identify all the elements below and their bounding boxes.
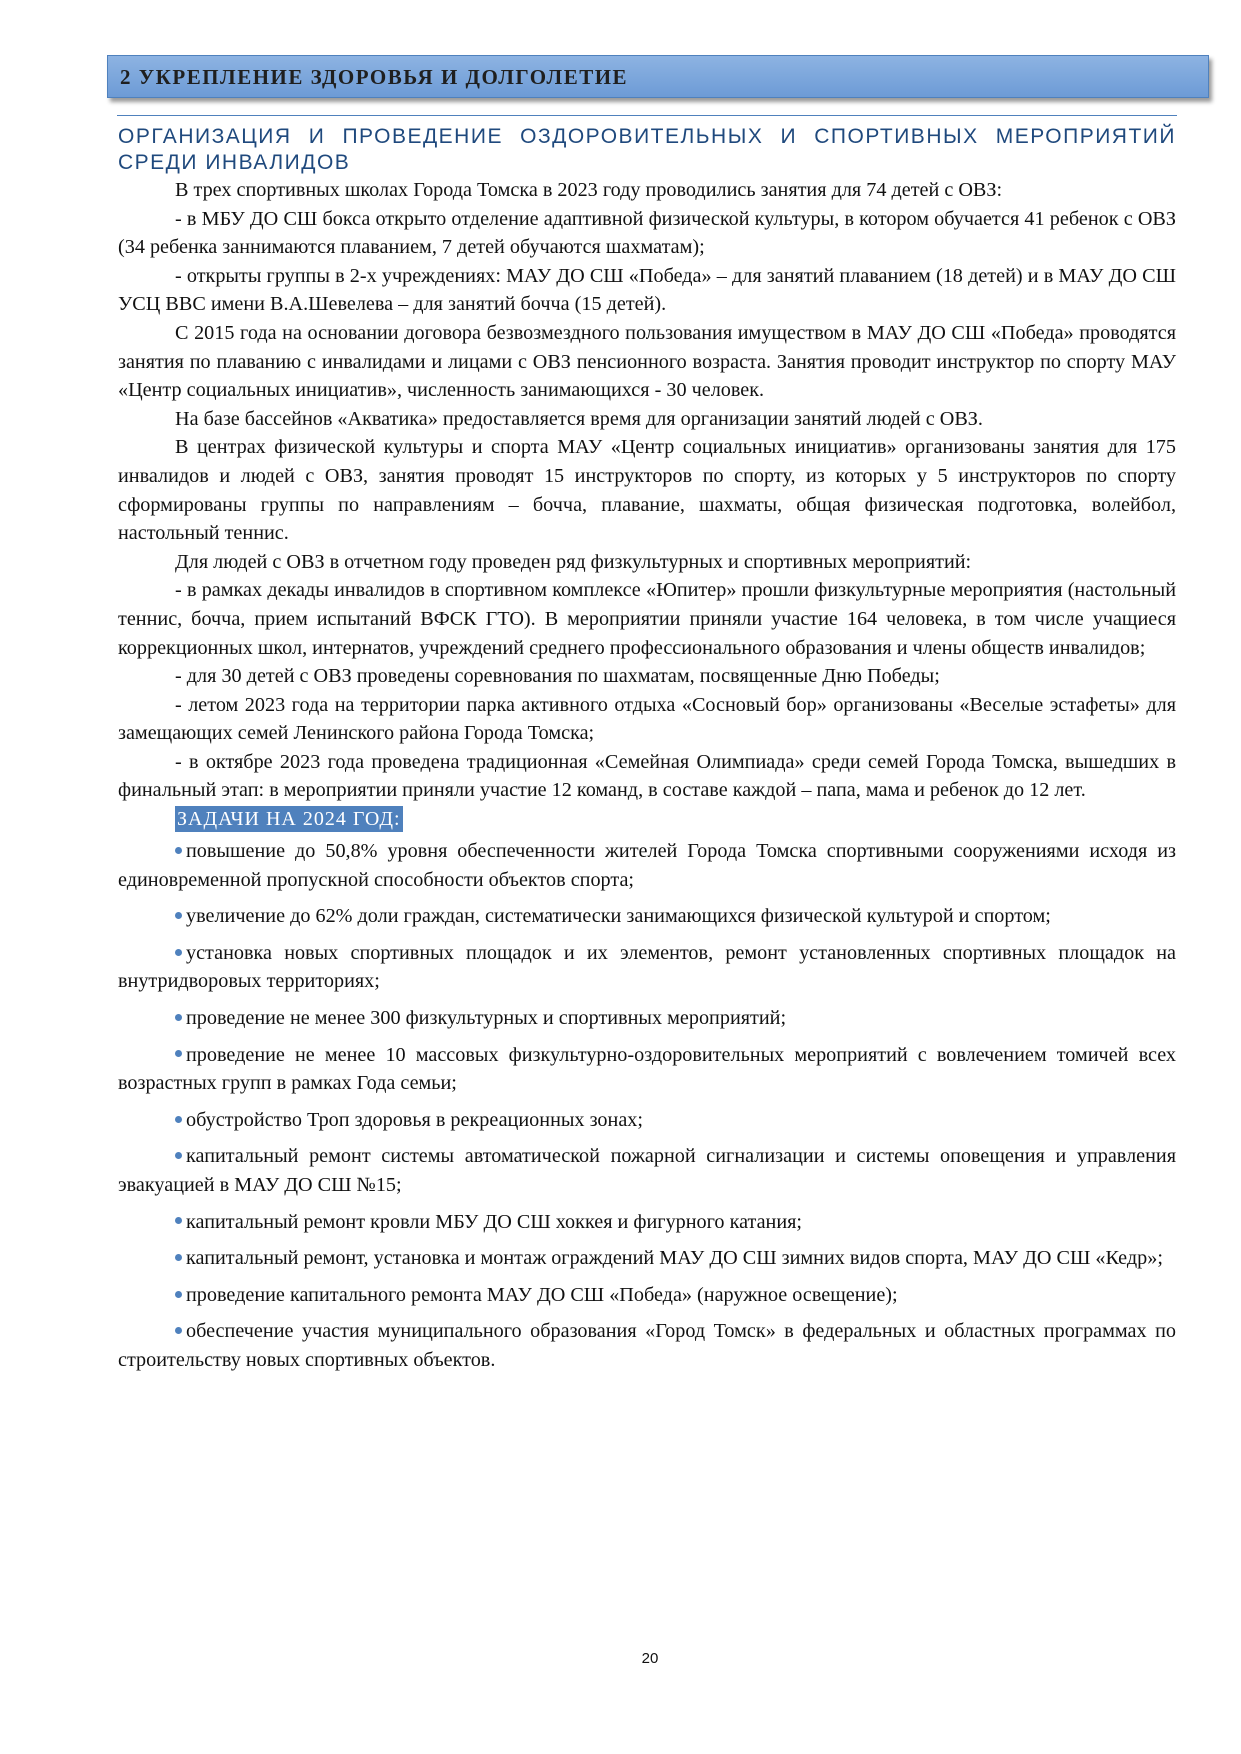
task-item	[118, 1281, 1176, 1310]
paragraph: В трех спортивных школах Города Томска в 2023 году проводились занятия для 74 детей с ОВЗ:	[175, 179, 1003, 201]
task-item	[118, 1004, 1176, 1033]
paragraph: - для 30 детей с ОВЗ проведены соревнования по шахматам, посвященные Дню Победы;	[175, 665, 940, 688]
bullet-icon	[175, 1116, 182, 1123]
paragraph: Для людей с ОВЗ в отчетном году проведен ряд физкультурных и спортивных мероприятий:	[175, 550, 972, 573]
bullet-icon	[175, 1254, 182, 1261]
bullet-icon	[175, 912, 182, 919]
task-text: проведение не менее 10 массовых физкультурно-оздоровительных мероприятий с вовлечением томичей всех возрастных групп в рамках Года семьи;	[118, 1043, 1176, 1095]
section-title: ОРГАНИЗАЦИЯ И ПРОВЕДЕНИЕ ОЗДОРОВИТЕЛЬНЫХ И СПОРТИВНЫХ МЕРОПРИЯТИЙ СРЕДИ ИНВАЛИДОВ	[118, 125, 1176, 174]
task-text: обустройство Троп здоровья в рекреационных зонах;	[186, 1108, 643, 1131]
bullet-icon	[175, 1152, 182, 1159]
bullet-icon	[175, 1217, 182, 1224]
task-item	[118, 902, 1176, 931]
task-item	[118, 1041, 1176, 1098]
tasks-title: ЗАДАЧИ НА 2024 ГОД:	[177, 808, 401, 831]
bullet-icon	[175, 1014, 182, 1021]
paragraph: - летом 2023 года на территории парка активного отдыха «Сосновый бор» организованы «Веселые эстафеты» для замещающих семей Ленинского района Города Томска;	[118, 693, 1176, 745]
paragraph: На базе бассейнов «Акватика» предоставляется время для организации занятий людей с ОВЗ.	[175, 407, 983, 430]
paragraph: - в рамках декады инвалидов в спортивном комплексе «Юпитер» прошли физкультурные мероприятия (настольный теннис, бочча, прием испытаний ВФСК ГТО). В мероприятии приняли участие 164 человека, в том числе учащиеся коррекционных школ, интернатов, учреждений среднего профессионального образования и члены обществ инвалидов;	[118, 579, 1176, 659]
page-number: 20	[641, 1650, 659, 1667]
task-text: проведение капитального ремонта МАУ ДО СШ «Победа» (наружное освещение);	[186, 1283, 898, 1306]
task-text: капитальный ремонт системы автоматической пожарной сигнализации и системы оповещения и управления эвакуацией в МАУ ДО СШ №15;	[118, 1145, 1176, 1196]
page-content	[118, 124, 1176, 1383]
task-text: капитальный ремонт кровли МБУ ДО СШ хоккея и фигурного катания;	[186, 1210, 803, 1233]
heading-rule	[117, 115, 1177, 116]
paragraph: - в октябре 2023 года проведена традиционная «Семейная Олимпиада» среди семей Города Томска, вышедших в финальный этап: в мероприятии приняли участие 12 команд, в составе каждой – папа, мама и ребенок до 12 лет.	[118, 750, 1176, 802]
paragraph: С 2015 года на основании договора безвозмездного пользования имуществом в МАУ ДО СШ «Победа» проводятся занятия по плаванию с инвалидами и лицами с ОВЗ пенсионного возраста. Занятия проводит инструктор по спорту МАУ «Центр социальных инициатив», численность занимающихся - 30 человек.	[118, 321, 1176, 402]
bullet-icon	[175, 949, 182, 956]
task-text: повышение до 50,8% уровня обеспеченности жителей Города Томска спортивными сооружениями исходя из единовременной пропускной способности объектов спорта;	[118, 840, 1176, 891]
paragraph: В центрах физической культуры и спорта МАУ «Центр социальных инициатив» организованы занятия для 175 инвалидов и людей с ОВЗ, занятия проводят 15 инструкторов по спорту, из которых у 5 инструкторов по спорту сформированы группы по направлениям – бочча, плавание, шахматы, общая физическая подготовка, волейбол, настольный теннис.	[118, 436, 1176, 545]
task-item	[118, 939, 1176, 996]
bullet-icon	[175, 1327, 182, 1334]
task-item	[118, 837, 1176, 894]
task-item	[118, 1142, 1176, 1199]
task-item	[118, 1208, 1176, 1237]
bullet-icon	[175, 1050, 182, 1057]
bullet-icon	[175, 847, 182, 854]
chapter-banner	[107, 55, 1209, 98]
paragraph: - открыты группы в 2-х учреждениях: МАУ ДО СШ «Победа» – для занятий плаванием (18 детей) и в МАУ ДО СШ УСЦ ВВС имени В.А.Шевелева – для занятий бочча (15 детей).	[118, 264, 1176, 316]
task-text: проведение не менее 300 физкультурных и спортивных мероприятий;	[186, 1007, 787, 1030]
task-text: обеспечение участия муниципального образования «Город Томск» в федеральных и областных программах по строительству новых спортивных объектов.	[118, 1320, 1176, 1371]
task-item	[118, 1106, 1176, 1135]
task-text: капитальный ремонт, установка и монтаж ограждений МАУ ДО СШ зимних видов спорта, МАУ ДО СШ «Кедр»;	[186, 1247, 1163, 1270]
tasks-heading-row	[118, 806, 1176, 835]
task-item	[118, 1244, 1176, 1273]
paragraph: - в МБУ ДО СШ бокса открыто отделение адаптивной физической культуры, в котором обучается 41 ребенок с ОВЗ (34 ребенка заннимаются плаванием, 7 детей обучаются шахматам);	[118, 207, 1176, 259]
task-text: установка новых спортивных площадок и их элементов, ремонт установленных спортивных площадок на внутридворовых территориях;	[118, 941, 1176, 993]
chapter-title: 2 УКРЕПЛЕНИЕ ЗДОРОВЬЯ И ДОЛГОЛЕТИЕ	[120, 65, 629, 89]
bullet-icon	[175, 1291, 182, 1298]
task-item	[118, 1317, 1176, 1374]
task-text: увеличение до 62% доли граждан, систематически занимающихся физической культурой и спортом;	[186, 905, 1051, 928]
